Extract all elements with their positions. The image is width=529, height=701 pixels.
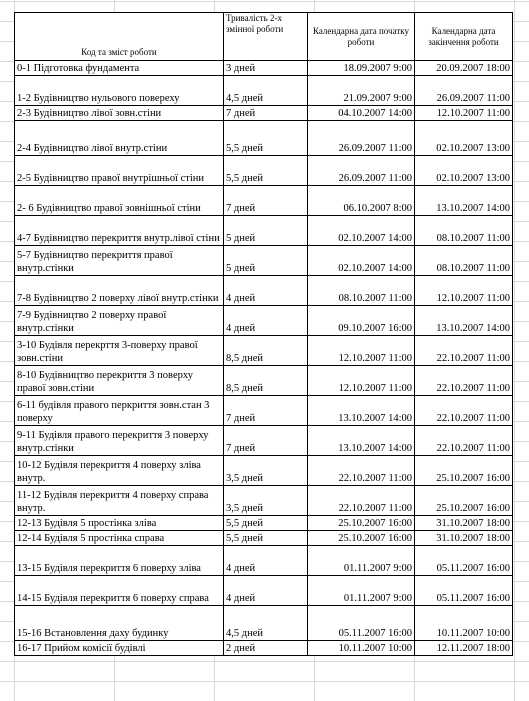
cell-work[interactable]: 10-12 Будівля перекриття 4 поверху зліва внутр.: [15, 456, 224, 486]
cell-start-date[interactable]: 13.10.2007 14:00: [308, 426, 415, 456]
cell-duration[interactable]: 3 дней: [224, 61, 308, 76]
cell-work[interactable]: 11-12 Будівля перекриття 4 поверху справа внутр.: [15, 486, 224, 516]
cell-end-date[interactable]: 05.11.2007 16:00: [415, 546, 513, 576]
cell-start-date[interactable]: 02.10.2007 14:00: [308, 216, 415, 246]
table-row: [15, 516, 513, 531]
cell-work[interactable]: 2-4 Будівництво лівої внутр.стіни: [15, 121, 224, 156]
header-row: [15, 13, 513, 61]
cell-duration[interactable]: 7 дней: [224, 396, 308, 426]
table-row: [15, 576, 513, 606]
cell-end-date[interactable]: 25.10.2007 16:00: [415, 456, 513, 486]
cell-start-date[interactable]: 10.11.2007 10:00: [308, 641, 415, 656]
cell-start-date[interactable]: 05.11.2007 16:00: [308, 606, 415, 641]
cell-start-date[interactable]: 18.09.2007 9:00: [308, 61, 415, 76]
cell-end-date[interactable]: 22.10.2007 11:00: [415, 426, 513, 456]
table-row: [15, 426, 513, 456]
cell-duration[interactable]: 5,5 дней: [224, 531, 308, 546]
cell-work[interactable]: 12-13 Будівля 5 простінка зліва: [15, 516, 224, 531]
table-row: [15, 156, 513, 186]
cell-start-date[interactable]: 02.10.2007 14:00: [308, 246, 415, 276]
cell-end-date[interactable]: 25.10.2007 16:00: [415, 486, 513, 516]
table-row: [15, 61, 513, 76]
cell-duration[interactable]: 7 дней: [224, 186, 308, 216]
cell-work[interactable]: 16-17 Прийом комісії будівлі: [15, 641, 224, 656]
cell-duration[interactable]: 5,5 дней: [224, 121, 308, 156]
cell-duration[interactable]: 4 дней: [224, 576, 308, 606]
header-work[interactable]: Код та зміст роботи: [15, 13, 224, 61]
cell-start-date[interactable]: 04.10.2007 14:00: [308, 106, 415, 121]
cell-work[interactable]: 12-14 Будівля 5 простінка справа: [15, 531, 224, 546]
cell-end-date[interactable]: 13.10.2007 14:00: [415, 306, 513, 336]
cell-duration[interactable]: 8,5 дней: [224, 336, 308, 366]
cell-end-date[interactable]: 12.10.2007 11:00: [415, 106, 513, 121]
cell-start-date[interactable]: 26.09.2007 11:00: [308, 121, 415, 156]
cell-duration[interactable]: 7 дней: [224, 106, 308, 121]
cell-start-date[interactable]: 22.10.2007 11:00: [308, 486, 415, 516]
header-end-date[interactable]: Календарна дата закінчення роботи: [415, 13, 513, 61]
table-row: [15, 106, 513, 121]
cell-end-date[interactable]: 08.10.2007 11:00: [415, 246, 513, 276]
cell-work[interactable]: 5-7 Будівництво перекриття правої внутр.стінки: [15, 246, 224, 276]
cell-end-date[interactable]: 22.10.2007 11:00: [415, 366, 513, 396]
cell-work[interactable]: 14-15 Будівля перекриття 6 поверху справа: [15, 576, 224, 606]
cell-work[interactable]: 2-3 Будівництво лівої зовн.стіни: [15, 106, 224, 121]
cell-work[interactable]: 2- 6 Будівництво правої зовнішньої стіни: [15, 186, 224, 216]
cell-end-date[interactable]: 10.11.2007 10:00: [415, 606, 513, 641]
cell-start-date[interactable]: 21.09.2007 9:00: [308, 76, 415, 106]
table-row: [15, 366, 513, 396]
table-row: [15, 246, 513, 276]
table-row: [15, 216, 513, 246]
cell-start-date[interactable]: 13.10.2007 14:00: [308, 396, 415, 426]
cell-end-date[interactable]: 22.10.2007 11:00: [415, 336, 513, 366]
cell-start-date[interactable]: 12.10.2007 11:00: [308, 336, 415, 366]
cell-work[interactable]: 8-10 Будівництво перекриття 3 поверху правої зовн.стіни: [15, 366, 224, 396]
cell-work[interactable]: 6-11 будівля правого перкриття зовн.стан 3 поверху: [15, 396, 224, 426]
cell-work[interactable]: 2-5 Будівництво правої внутрішньої стіни: [15, 156, 224, 186]
table-row: [15, 546, 513, 576]
cell-work[interactable]: 7-8 Будівництво 2 поверху лівої внутр.стінки: [15, 276, 224, 306]
cell-start-date[interactable]: 25.10.2007 16:00: [308, 531, 415, 546]
cell-duration[interactable]: 2 дней: [224, 641, 308, 656]
cell-start-date[interactable]: 09.10.2007 16:00: [308, 306, 415, 336]
cell-end-date[interactable]: 02.10.2007 13:00: [415, 121, 513, 156]
table-body: [15, 61, 513, 656]
table-row: [15, 456, 513, 486]
cell-end-date[interactable]: 05.11.2007 16:00: [415, 576, 513, 606]
cell-start-date[interactable]: 25.10.2007 16:00: [308, 516, 415, 531]
cell-work[interactable]: 13-15 Будівля перекриття 6 поверху зліва: [15, 546, 224, 576]
cell-duration[interactable]: 4,5 дней: [224, 606, 308, 641]
cell-end-date[interactable]: 20.09.2007 18:00: [415, 61, 513, 76]
work-schedule-table: [14, 12, 513, 656]
table-row: [15, 531, 513, 546]
table-row: [15, 276, 513, 306]
cell-end-date[interactable]: 12.11.2007 18:00: [415, 641, 513, 656]
cell-duration[interactable]: 5,5 дней: [224, 516, 308, 531]
table-row: [15, 606, 513, 641]
cell-work[interactable]: 15-16 Встановлення даху будинку: [15, 606, 224, 641]
table-row: [15, 306, 513, 336]
cell-duration[interactable]: 4 дней: [224, 276, 308, 306]
cell-end-date[interactable]: 31.10.2007 18:00: [415, 531, 513, 546]
cell-work[interactable]: 0-1 Підготовка фундамента: [15, 61, 224, 76]
cell-end-date[interactable]: 22.10.2007 11:00: [415, 396, 513, 426]
cell-start-date[interactable]: 26.09.2007 11:00: [308, 156, 415, 186]
cell-start-date[interactable]: 01.11.2007 9:00: [308, 546, 415, 576]
table-row: [15, 121, 513, 156]
table-row: [15, 396, 513, 426]
cell-duration[interactable]: 3,5 дней: [224, 486, 308, 516]
cell-end-date[interactable]: 02.10.2007 13:00: [415, 156, 513, 186]
cell-duration[interactable]: 5 дней: [224, 216, 308, 246]
cell-start-date[interactable]: 12.10.2007 11:00: [308, 366, 415, 396]
cell-duration[interactable]: 4,5 дней: [224, 76, 308, 106]
header-start-date[interactable]: Календарна дата початку роботи: [308, 13, 415, 61]
cell-start-date[interactable]: 01.11.2007 9:00: [308, 576, 415, 606]
table-row: [15, 76, 513, 106]
cell-duration[interactable]: 4 дней: [224, 306, 308, 336]
cell-work[interactable]: 7-9 Будівництво 2 поверху правої внутр.стінки: [15, 306, 224, 336]
cell-end-date[interactable]: 26.09.2007 11:00: [415, 76, 513, 106]
table-row: [15, 641, 513, 656]
cell-duration[interactable]: 5 дней: [224, 246, 308, 276]
cell-work[interactable]: 9-11 Будівля правого перекриття 3 поверху внутр.стінки: [15, 426, 224, 456]
cell-duration[interactable]: 7 дней: [224, 426, 308, 456]
cell-start-date[interactable]: 06.10.2007 8:00: [308, 186, 415, 216]
cell-duration[interactable]: 8,5 дней: [224, 366, 308, 396]
cell-duration[interactable]: 5,5 дней: [224, 156, 308, 186]
table-row: [15, 486, 513, 516]
cell-start-date[interactable]: 08.10.2007 11:00: [308, 276, 415, 306]
table-row: [15, 186, 513, 216]
cell-work[interactable]: 3-10 Будівля перекрття 3-поверху правої зовн.стіни: [15, 336, 224, 366]
cell-end-date[interactable]: 31.10.2007 18:00: [415, 516, 513, 531]
cell-end-date[interactable]: 12.10.2007 11:00: [415, 276, 513, 306]
cell-end-date[interactable]: 08.10.2007 11:00: [415, 216, 513, 246]
cell-duration[interactable]: 3,5 дней: [224, 456, 308, 486]
cell-end-date[interactable]: 13.10.2007 14:00: [415, 186, 513, 216]
cell-work[interactable]: 1-2 Будівництво нульового повереху: [15, 76, 224, 106]
cell-work[interactable]: 4-7 Будівництво перекриття внутр.лівої стіни: [15, 216, 224, 246]
table-row: [15, 336, 513, 366]
cell-start-date[interactable]: 22.10.2007 11:00: [308, 456, 415, 486]
cell-duration[interactable]: 4 дней: [224, 546, 308, 576]
header-duration[interactable]: Тривалість 2-х змінної роботи: [224, 13, 308, 61]
